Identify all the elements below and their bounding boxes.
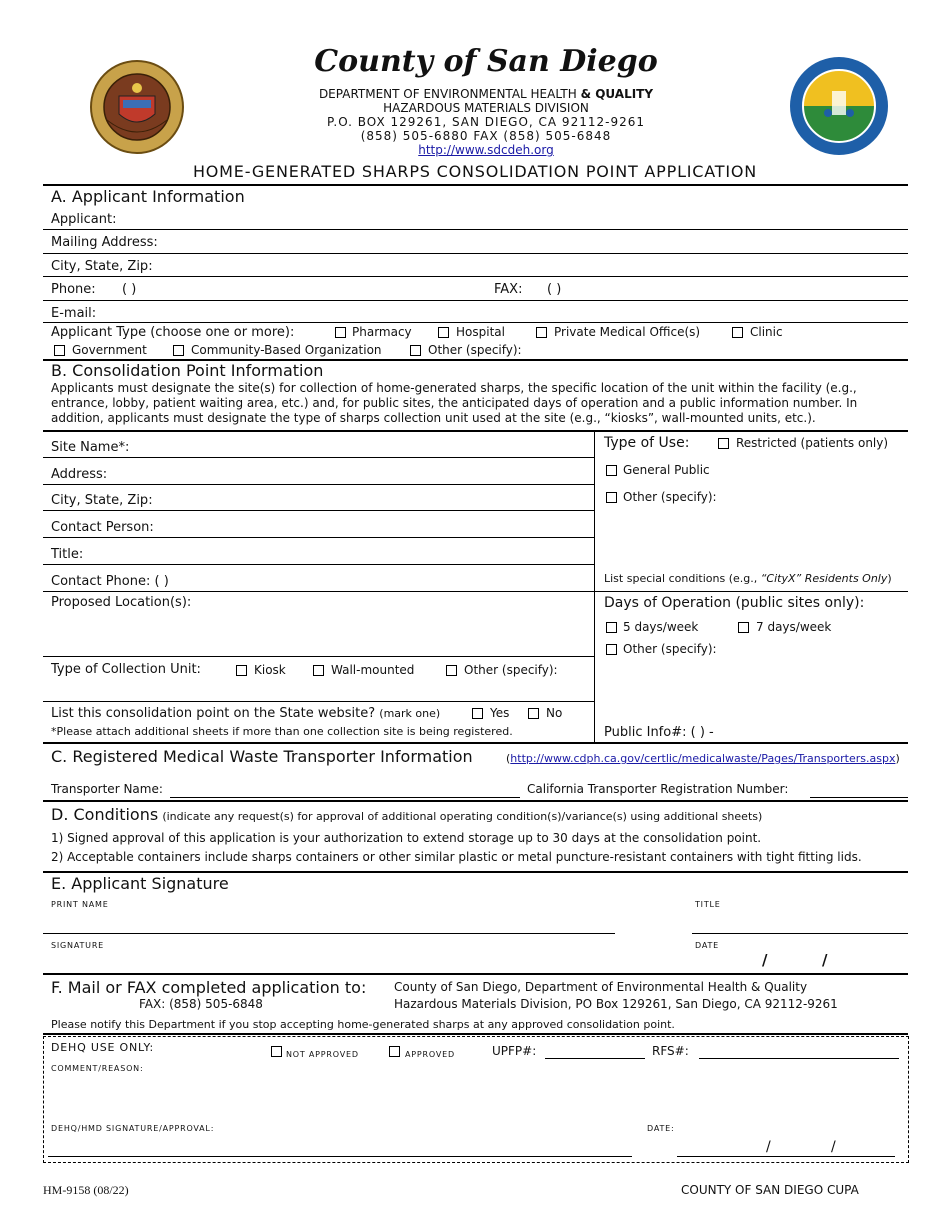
contact-person-label: Contact Person: <box>51 520 154 535</box>
special-conditions-suffix: ) <box>887 572 892 585</box>
section-f-fax: FAX: (858) 505-6848 <box>139 997 263 1011</box>
date-slash-2: / <box>822 951 828 969</box>
approval-date-slash-1: / <box>766 1139 771 1155</box>
not-approved-checkbox[interactable] <box>271 1046 282 1057</box>
section-d-top-rule <box>43 800 908 802</box>
approval-signature-rule <box>48 1156 632 1157</box>
approval-date-rule <box>677 1156 895 1157</box>
section-e-top-rule <box>43 871 908 873</box>
section-a-heading: A. Applicant Information <box>51 187 245 206</box>
dept-name: DEPARTMENT OF ENVIRONMENTAL HEALTH <box>318 87 581 101</box>
mailing-label: Mailing Address: <box>51 235 158 250</box>
county-title: County of San Diego <box>314 44 658 79</box>
section-b-divider <box>594 431 595 742</box>
upfp-rule <box>545 1058 645 1059</box>
seven-days-label: 7 days/week <box>756 620 832 634</box>
email-rule <box>43 322 908 323</box>
state-website-yes-label: Yes <box>490 706 510 720</box>
kiosk-checkbox[interactable] <box>236 665 247 676</box>
general-public-checkbox[interactable] <box>606 465 617 476</box>
cbo-checkbox[interactable] <box>173 345 184 356</box>
phone-parens: ( ) <box>122 282 137 297</box>
phone-label: Phone: <box>51 282 96 297</box>
condition-2: 2) Acceptable containers include sharps containers or other similar plastic or metal puncture-resistant containers with tight fitting lids. <box>51 850 862 864</box>
special-conditions-prefix: List special conditions (e.g., <box>604 572 761 585</box>
applicant-rule <box>43 229 908 230</box>
site-name-rule <box>43 457 594 458</box>
pharmacy-label: Pharmacy <box>352 325 412 339</box>
type-other-label: Other (specify): <box>428 343 522 357</box>
collection-unit-label: Type of Collection Unit: <box>51 662 201 677</box>
general-public-label: General Public <box>623 463 710 477</box>
government-label: Government <box>72 343 147 357</box>
city-rule <box>43 276 908 277</box>
state-website-yes-checkbox[interactable] <box>472 708 483 719</box>
five-days-label: 5 days/week <box>623 620 699 634</box>
link-paren-close: ) <box>895 752 900 765</box>
dept-url[interactable] <box>0 143 950 158</box>
approved-label: APPROVED <box>405 1050 455 1059</box>
days-other-label: Other (specify): <box>623 642 717 656</box>
private-office-checkbox[interactable] <box>536 327 547 338</box>
wall-mounted-checkbox[interactable] <box>313 665 324 676</box>
contact-person-rule <box>43 537 594 538</box>
unit-other-label: Other (specify): <box>464 663 558 677</box>
state-website-label <box>51 706 440 721</box>
city-label: City, State, Zip: <box>51 259 153 274</box>
upfp-label: UPFP#: <box>492 1044 537 1058</box>
transporter-name-label: Transporter Name: <box>51 782 163 796</box>
special-conditions-example: “CityX” Residents Only <box>760 572 888 585</box>
site-city-label: City, State, Zip: <box>51 493 153 508</box>
five-days-checkbox[interactable] <box>606 622 617 633</box>
office-use-box <box>43 1036 909 1163</box>
site-address-label: Address: <box>51 467 108 482</box>
section-f-notice: Please notify this Department if you stop accepting home-generated sharps at any approved consolidation point. <box>51 1018 675 1031</box>
section-d-heading-row <box>51 806 762 824</box>
section-d-sub: (indicate any request(s) for approval of additional operating condition(s)/variance(s) using additional sheets) <box>162 810 763 823</box>
not-approved-label: NOT APPROVED <box>286 1050 359 1059</box>
section-f-top-rule <box>43 973 908 975</box>
site-address-rule <box>43 484 594 485</box>
print-name-rule <box>43 933 615 934</box>
dept-line-1 <box>0 87 950 102</box>
signature-label: SIGNATURE <box>51 941 105 950</box>
proposed-location-label: Proposed Location(s): <box>51 595 192 610</box>
section-e-heading: E. Applicant Signature <box>51 874 229 893</box>
registration-label: California Transporter Registration Number: <box>527 782 789 796</box>
section-c-heading: C. Registered Medical Waste Transporter Information <box>51 747 473 766</box>
signer-title-rule <box>692 933 908 934</box>
approval-date-slash-2: / <box>831 1139 836 1155</box>
dept-quality: & QUALITY <box>580 87 654 101</box>
contact-phone-label: Contact Phone: ( ) <box>51 574 169 589</box>
restricted-checkbox[interactable] <box>718 438 729 449</box>
restricted-label: Restricted (patients only) <box>736 436 889 450</box>
contact-phone-rule <box>43 591 908 592</box>
contact-title-rule <box>43 564 594 565</box>
cbo-label: Community-Based Organization <box>191 343 382 357</box>
print-name-label: PRINT NAME <box>51 900 109 909</box>
kiosk-label: Kiosk <box>254 663 286 677</box>
pharmacy-checkbox[interactable] <box>335 327 346 338</box>
section-b-intro-1: Applicants must designate the site(s) for collection of home-generated sharps, the specific location of the unit within the facility (e.g., <box>51 381 857 395</box>
site-city-rule <box>43 510 594 511</box>
approval-date-label: DATE: <box>647 1124 675 1133</box>
rfs-rule <box>699 1058 899 1059</box>
office-use-label: DEHQ USE ONLY: <box>51 1041 155 1054</box>
approved-checkbox[interactable] <box>389 1046 400 1057</box>
section-a-top-rule <box>43 184 908 186</box>
clinic-checkbox[interactable] <box>732 327 743 338</box>
type-of-use-label: Type of Use: <box>604 435 690 451</box>
section-b-intro-3: addition, applicants must designate the type of sharps collection unit used at the site (e.g., “kiosks”, wall-mounted units, etc.). <box>51 411 816 425</box>
approval-signature-label: DEHQ/HMD SIGNATURE/APPROVAL: <box>51 1124 215 1133</box>
dept-url-link[interactable]: http://www.sdcdeh.org <box>418 143 554 157</box>
transporter-link[interactable]: http://www.cdph.ca.gov/certlic/medicalwaste/Pages/Transporters.aspx <box>510 752 896 765</box>
proposed-location-rule <box>43 656 594 657</box>
section-d-heading: D. Conditions <box>51 805 159 824</box>
special-conditions-label <box>604 571 892 586</box>
section-b-intro-2: entrance, lobby, patient waiting area, etc.) and, for public sites, the anticipated days of operation and a public information number. In <box>51 396 858 410</box>
state-website-question: List this consolidation point on the State website? <box>51 706 376 721</box>
link-paren-open: ( <box>506 752 511 765</box>
mark-one-note: (mark one) <box>379 707 441 720</box>
site-name-label: Site Name*: <box>51 440 130 455</box>
transporter-name-rule <box>170 797 520 798</box>
county-cupa: COUNTY OF SAN DIEGO CUPA <box>681 1183 859 1197</box>
phone-rule <box>43 300 908 301</box>
section-b-heading: B. Consolidation Point Information <box>51 361 324 380</box>
attach-note: *Please attach additional sheets if more than one collection site is being registered. <box>51 725 513 738</box>
comment-label: COMMENT/REASON: <box>51 1064 144 1073</box>
transporter-link-wrap[interactable] <box>506 751 900 766</box>
private-office-label: Private Medical Office(s) <box>554 325 701 339</box>
hospital-checkbox[interactable] <box>438 327 449 338</box>
section-f-address-2: Hazardous Materials Division, PO Box 129261, San Diego, CA 92112-9261 <box>394 997 838 1011</box>
signature-date-label: DATE <box>695 941 720 950</box>
type-other-checkbox[interactable] <box>410 345 421 356</box>
unit-other-checkbox[interactable] <box>446 665 457 676</box>
signer-title-label: TITLE <box>695 900 721 909</box>
applicant-label: Applicant: <box>51 212 117 227</box>
condition-1: 1) Signed approval of this application is your authorization to extend storage up to 30 days at the consolidation point. <box>51 831 762 845</box>
state-website-no-label: No <box>546 706 563 720</box>
applicant-type-label: Applicant Type (choose one or more): <box>51 325 295 340</box>
email-label: E-mail: <box>51 306 97 321</box>
date-slash-1: / <box>762 951 768 969</box>
fax-label: FAX: <box>494 282 523 297</box>
mailing-rule <box>43 253 908 254</box>
section-b-grid-top <box>43 430 908 432</box>
form-number: HM-9158 (08/22) <box>43 1183 129 1197</box>
days-heading: Days of Operation (public sites only): <box>604 595 865 611</box>
hospital-label: Hospital <box>456 325 505 339</box>
rfs-label: RFS#: <box>652 1044 689 1058</box>
fax-parens: ( ) <box>547 282 562 297</box>
section-f-heading: F. Mail or FAX completed application to: <box>51 978 367 997</box>
state-website-no-checkbox[interactable] <box>528 708 539 719</box>
dept-line-2: HAZARDOUS MATERIALS DIVISION <box>383 101 589 115</box>
use-other-label: Other (specify): <box>623 490 717 504</box>
use-other-checkbox[interactable] <box>606 492 617 503</box>
form-title: HOME-GENERATED SHARPS CONSOLIDATION POINT APPLICATION <box>192 162 758 181</box>
section-f-address-1: County of San Diego, Department of Environmental Health & Quality <box>394 980 808 994</box>
government-checkbox[interactable] <box>54 345 65 356</box>
wall-mounted-label: Wall-mounted <box>331 663 415 677</box>
registration-rule <box>810 797 908 798</box>
dept-address: P.O. BOX 129261, SAN DIEGO, CA 92112-9261 <box>327 115 645 129</box>
dept-phone: (858) 505-6880 FAX (858) 505-6848 <box>360 129 612 143</box>
public-info-label: Public Info#: ( ) - <box>604 725 714 740</box>
collection-unit-rule <box>43 701 594 702</box>
section-f-bottom-rule <box>43 1033 908 1035</box>
section-c-top-rule <box>43 742 908 744</box>
clinic-label: Clinic <box>750 325 783 339</box>
seven-days-checkbox[interactable] <box>738 622 749 633</box>
contact-title-label: Title: <box>51 547 84 562</box>
days-other-checkbox[interactable] <box>606 644 617 655</box>
